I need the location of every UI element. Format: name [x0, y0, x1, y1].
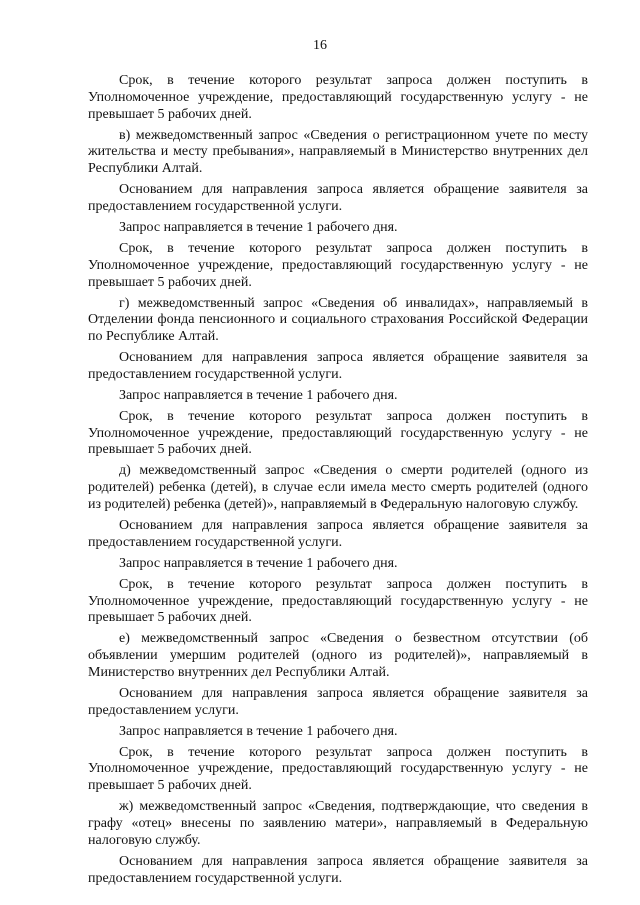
- page-number: 16: [313, 38, 327, 53]
- paragraph: Запрос направляется в течение 1 рабочего дня.: [119, 387, 398, 403]
- paragraph: г) межведомственный запрос «Сведения об инвалидах», направляемый в Отделении фонда пенсионного и социального страхования Российской Федерации по Республике Алтай.: [88, 295, 588, 345]
- paragraph: Основанием для направления запроса является обращение заявителя за предоставлением услуги.: [88, 685, 588, 718]
- paragraph: Основанием для направления запроса является обращение заявителя за предоставлением государственной услуги.: [88, 350, 588, 382]
- paragraph: Срок, в течение которого результат запроса должен поступить в Уполномоченное учреждение, предоставляющий государственную услугу - не превышает 5 рабочих дней.: [88, 240, 588, 290]
- paragraph: д) межведомственный запрос «Сведения о смерти родителей (одного из родителей) ребенка (детей), в случае если имела место смерть родителей (одного из родителей) ребенка (детей)», направляемый в Федеральную налоговую службу.: [88, 463, 588, 513]
- paragraph: Запрос направляется в течение 1 рабочего дня.: [119, 723, 398, 739]
- paragraph: ж) межведомственный запрос «Сведения, подтверждающие, что сведения в графу «отец» внесены по заявлению матери», направляемый в Федеральную налоговую службу.: [88, 799, 588, 848]
- paragraph: Срок, в течение которого результат запроса должен поступить в Уполномоченное учреждение, предоставляющий государственную услугу - не превышает 5 рабочих дней.: [88, 73, 588, 122]
- paragraph: Срок, в течение которого результат запроса должен поступить в Уполномоченное учреждение, предоставляющий государственную услугу - не превышает 5 рабочих дней.: [88, 408, 588, 458]
- paragraph: Основанием для направления запроса является обращение заявителя за предоставлением государственной услуги.: [88, 182, 588, 214]
- paragraph: Запрос направляется в течение 1 рабочего дня.: [119, 219, 398, 235]
- paragraph: Запрос направляется в течение 1 рабочего дня.: [119, 555, 398, 571]
- paragraph: е) межведомственный запрос «Сведения о безвестном отсутствии (об объявлении умершим родителей (одного из родителей)», направляемый в Министерство внутренних дел Республики Алтай.: [88, 631, 588, 680]
- paragraph: Срок, в течение которого результат запроса должен поступить в Уполномоченное учреждение, предоставляющий государственную услугу - не превышает 5 рабочих дней.: [88, 744, 588, 794]
- paragraph: в) межведомственный запрос «Сведения о регистрационном учете по месту жительства и месту пребывания», направляемый в Министерство внутренних дел Республики Алтай.: [88, 127, 588, 177]
- paragraph: Срок, в течение которого результат запроса должен поступить в Уполномоченное учреждение, предоставляющий государственную услугу - не превышает 5 рабочих дней.: [88, 576, 588, 626]
- paragraph: Основанием для направления запроса является обращение заявителя за предоставлением государственной услуги.: [88, 853, 588, 886]
- document-body: [88, 73, 588, 887]
- paragraph: Основанием для направления запроса является обращение заявителя за предоставлением государственной услуги.: [88, 518, 588, 550]
